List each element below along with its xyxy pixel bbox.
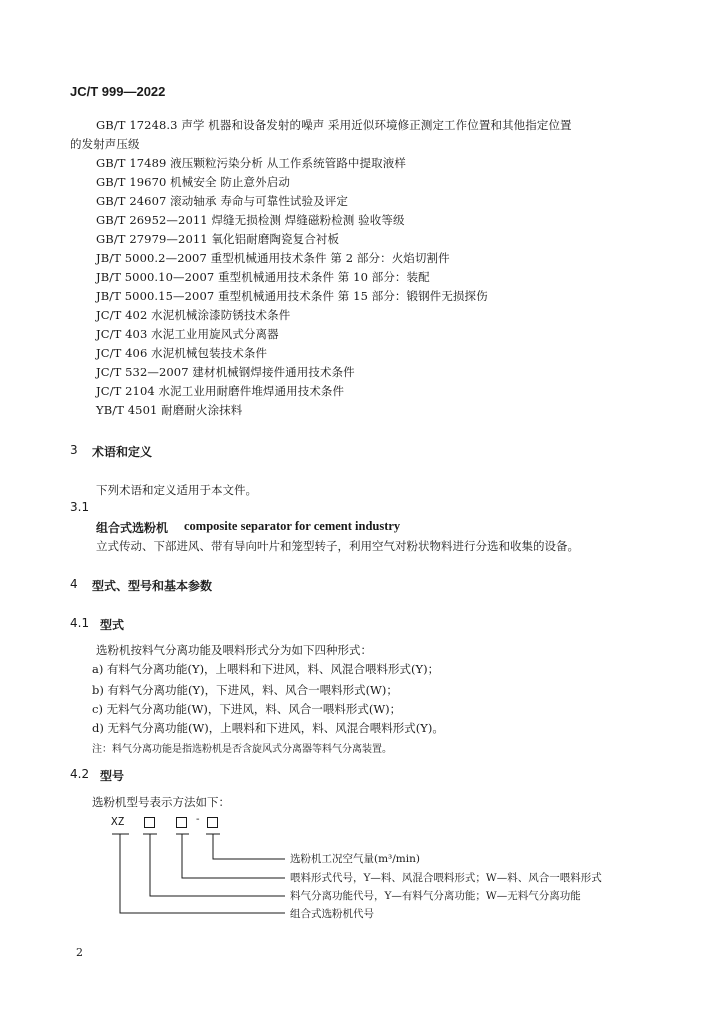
reference-item: JB/T 5000.15—2007 重型机械通用技术条件 第 15 部分：锻钢件无损探伤 <box>96 289 488 303</box>
term-english: composite separator for cement industry <box>184 519 401 533</box>
reference-item: JB/T 5000.2—2007 重型机械通用技术条件 第 2 部分：火焰切割件 <box>96 251 450 265</box>
reference-item: GB/T 17489 液压颗粒污染分析 从工作系统管路中提取液样 <box>96 156 406 170</box>
reference-item: JC/T 402 水泥机械涂漆防锈技术条件 <box>96 308 291 322</box>
list-item: c) 无料气分离功能(W)，下进风，料、风合一喂料形式(W)； <box>92 702 402 716</box>
list-item: a) 有料气分离功能(Y)，上喂料和下进风，料、风混合喂料形式(Y)； <box>92 662 440 676</box>
reference-item: JC/T 2104 水泥工业用耐磨件堆焊通用技术条件 <box>96 384 345 398</box>
model-dash: - <box>196 813 200 825</box>
term-chinese: 组合式选粉机 <box>96 521 169 535</box>
term-definition: 立式传动、下部进风、带有导向叶片和笼型转子，利用空气对粉状物料进行分选和收集的设备。 <box>96 539 579 553</box>
section-3-number: 3 <box>70 443 78 457</box>
clause-4-1-intro: 选粉机按料气分离功能及喂料形式分为如下四种形式： <box>96 643 372 657</box>
clause-4-1-number: 4.1 <box>70 616 90 630</box>
reference-item: YB/T 4501 耐磨耐火涂抹料 <box>96 403 243 417</box>
list-item: b) 有料气分离功能(Y)，下进风，料、风合一喂料形式(W)； <box>92 683 398 697</box>
reference-item: JB/T 5000.10—2007 重型机械通用技术条件 第 10 部分：装配 <box>96 270 430 284</box>
reference-item: GB/T 26952—2011 焊缝无损检测 焊缝磁粉检测 验收等级 <box>96 213 405 227</box>
clause-4-2-number: 4.2 <box>70 767 90 781</box>
note: 注：料气分离功能是指选粉机是否含旋风式分离器等料气分离装置。 <box>92 744 392 755</box>
section-3-intro: 下列术语和定义适用于本文件。 <box>96 483 257 497</box>
legend-separator-code: 组合式选粉机代号 <box>290 908 374 920</box>
section-4-number: 4 <box>70 577 78 591</box>
clause-4-2-title: 型号 <box>100 769 125 783</box>
reference-item: GB/T 17248.3 声学 机器和设备发射的噪声 采用近似环境修正测定工作位置和其他指定位置 <box>96 118 572 132</box>
section-4-title: 型式、型号和基本参数 <box>92 579 213 593</box>
clause-3-1-number: 3.1 <box>70 500 90 514</box>
clause-4-1-title: 型式 <box>100 618 125 632</box>
reference-item: GB/T 27979—2011 氧化铝耐磨陶瓷复合衬板 <box>96 232 340 246</box>
model-prefix: XZ <box>111 815 125 828</box>
list-item: d) 无料气分离功能(W)，上喂料和下进风，料、风混合喂料形式(Y)。 <box>92 721 444 735</box>
reference-item: JC/T 406 水泥机械包装技术条件 <box>96 346 268 360</box>
clause-4-2-intro: 选粉机型号表示方法如下： <box>92 795 230 809</box>
reference-item-continuation: 的发射声压级 <box>70 137 140 151</box>
page-number: 2 <box>76 946 83 959</box>
legend-separation-function: 料气分离功能代号，Y—有料气分离功能；W—无料气分离功能 <box>290 890 581 902</box>
reference-item: JC/T 532—2007 建材机械钢焊接件通用技术条件 <box>96 365 355 379</box>
reference-item: GB/T 19670 机械安全 防止意外启动 <box>96 175 290 189</box>
reference-item: GB/T 24607 滚动轴承 寿命与可靠性试验及评定 <box>96 194 348 208</box>
legend-feed-type: 喂料形式代号，Y—料、风混合喂料形式；W—料、风合一喂料形式 <box>290 872 602 884</box>
document-code: JC/T 999—2022 <box>70 84 166 99</box>
legend-airflow: 选粉机工况空气量(m³/min) <box>290 853 420 865</box>
section-3-title: 术语和定义 <box>92 445 153 459</box>
reference-item: JC/T 403 水泥工业用旋风式分离器 <box>96 327 279 341</box>
